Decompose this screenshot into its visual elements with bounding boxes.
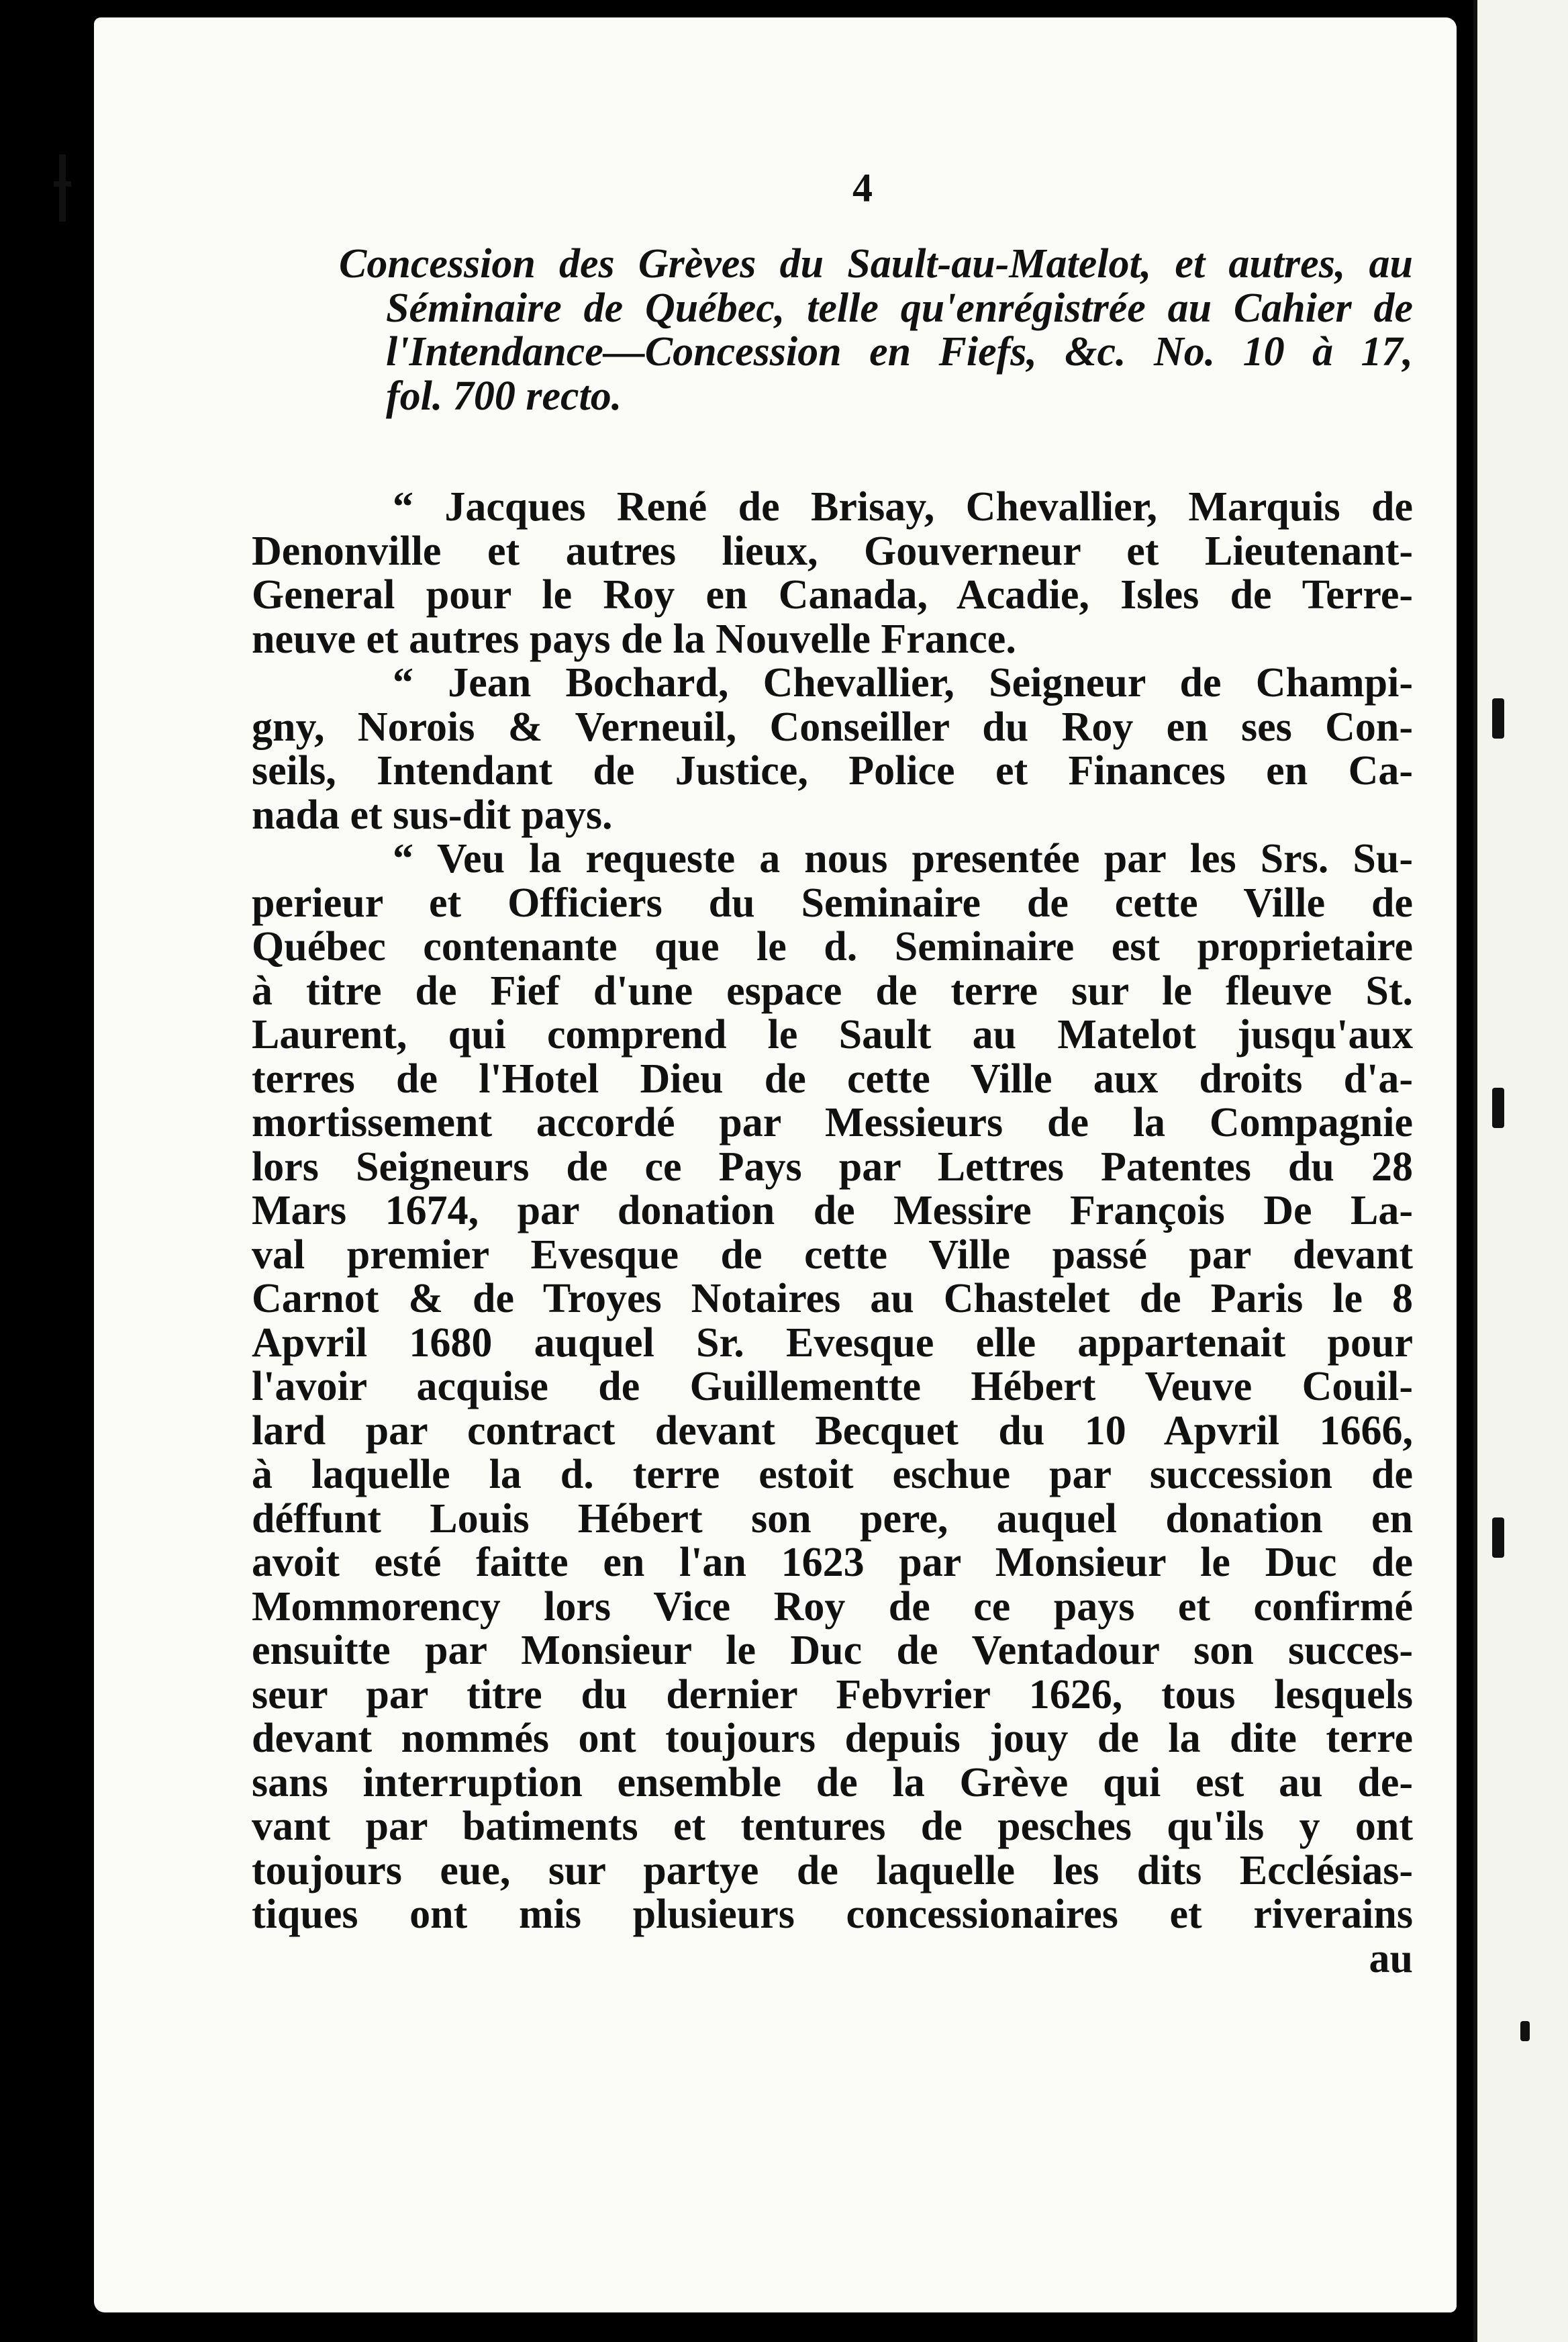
facing-page-mark bbox=[1492, 1088, 1504, 1128]
text-line: nada et sus-dit pays. bbox=[252, 792, 613, 838]
heading-line: fol. 700 recto. bbox=[386, 373, 622, 419]
text-line: General pour le Roy en Canada, Acadie, Isles de Terre- bbox=[252, 572, 1413, 618]
catchword: au bbox=[1369, 1935, 1413, 1981]
facing-page-mark bbox=[1492, 1517, 1504, 1558]
scanned-page bbox=[94, 17, 1457, 2312]
document-heading bbox=[252, 242, 1413, 418]
binding-mark bbox=[54, 181, 71, 187]
text-line: devant nommés ont toujours depuis jouy de la dite terre bbox=[252, 1716, 1413, 1761]
text-line: gny, Norois & Verneuil, Conseiller du Roy en ses Con- bbox=[252, 704, 1413, 750]
text-line: perieur et Officiers du Seminaire de cette Ville de bbox=[252, 880, 1413, 926]
text-line: ensuitte par Monsieur le Duc de Ventadour son succes- bbox=[252, 1628, 1413, 1673]
page-text bbox=[252, 242, 1413, 1981]
facing-page-mark bbox=[1492, 698, 1504, 739]
text-line: vant par batiments et tentures de pesches qu'ils y ont bbox=[252, 1804, 1413, 1849]
text-line: Denonville et autres lieux, Gouverneur et Lieutenant- bbox=[252, 528, 1413, 574]
text-line: Québec contenante que le d. Seminaire est proprietaire bbox=[252, 924, 1413, 970]
heading-line: Concession des Grèves du Sault-au-Matelot, et autres, au bbox=[339, 241, 1413, 287]
text-line: déffunt Louis Hébert son pere, auquel donation en bbox=[252, 1495, 1413, 1542]
text-line: à laquelle la d. terre estoit eschue par succession de bbox=[252, 1452, 1413, 1497]
text-line: Carnot & de Troyes Notaires au Chastelet de Paris le 8 bbox=[252, 1276, 1413, 1321]
text-line: Mars 1674, par donation de Messire François De La- bbox=[252, 1188, 1413, 1233]
paragraph-bochard bbox=[252, 661, 1413, 837]
text-line: avoit esté faitte en l'an 1623 par Monsieur le Duc de bbox=[252, 1540, 1413, 1585]
text-line: neuve et autres pays de la Nouvelle France. bbox=[252, 616, 1016, 662]
text-line: Mommorency lors Vice Roy de ce pays et confirmé bbox=[252, 1583, 1413, 1630]
text-line: à titre de Fief d'une espace de terre sur le fleuve St. bbox=[252, 968, 1413, 1014]
text-line: “ Veu la requeste a nous presentée par les Srs. Su- bbox=[393, 836, 1413, 882]
text-line: seils, Intendant de Justice, Police et Finances en Ca- bbox=[252, 748, 1413, 794]
text-line: terres de l'Hotel Dieu de cette Ville aux droits d'a- bbox=[252, 1056, 1413, 1102]
text-line: l'avoir acquise de Guillementte Hébert Veuve Couil- bbox=[252, 1364, 1413, 1409]
text-line: seur par titre du dernier Febvrier 1626, tous lesquels bbox=[252, 1671, 1413, 1718]
facing-page-mark bbox=[1520, 2021, 1530, 2041]
facing-page-edge bbox=[1473, 0, 1568, 2342]
binding-mark bbox=[59, 154, 66, 222]
text-line: “ Jean Bochard, Chevallier, Seigneur de Champi- bbox=[393, 660, 1413, 706]
page-number: 4 bbox=[852, 166, 873, 210]
text-line: tiques ont mis plusieurs concessionaires et riverains bbox=[252, 1891, 1413, 1937]
text-line: sans interruption ensemble de la Grève qui est au de- bbox=[252, 1759, 1413, 1806]
paragraph-requeste bbox=[252, 837, 1413, 1937]
text-line: “ Jacques René de Brisay, Chevallier, Marquis de bbox=[393, 484, 1413, 530]
facing-page-gutter bbox=[1473, 0, 1477, 2342]
heading-line: Séminaire de Québec, telle qu'enrégistrée au Cahier de bbox=[386, 285, 1413, 331]
text-line: toujours eue, sur partye de laquelle les dits Ecclésias- bbox=[252, 1847, 1413, 1893]
paragraph-denonville bbox=[252, 485, 1413, 661]
text-line: lard par contract devant Becquet du 10 Apvril 1666, bbox=[252, 1407, 1413, 1454]
text-line: lors Seigneurs de ce Pays par Lettres Patentes du 28 bbox=[252, 1143, 1413, 1190]
text-line: val premier Evesque de cette Ville passé par devant bbox=[252, 1231, 1413, 1278]
heading-line: l'Intendance—Concession en Fiefs, &c. No. 10 à 17, bbox=[386, 329, 1413, 375]
text-line: Apvril 1680 auquel Sr. Evesque elle appartenait pour bbox=[252, 1319, 1413, 1366]
text-line: mortissement accordé par Messieurs de la Compagnie bbox=[252, 1100, 1413, 1145]
text-line: Laurent, qui comprend le Sault au Matelot jusqu'aux bbox=[252, 1012, 1413, 1058]
